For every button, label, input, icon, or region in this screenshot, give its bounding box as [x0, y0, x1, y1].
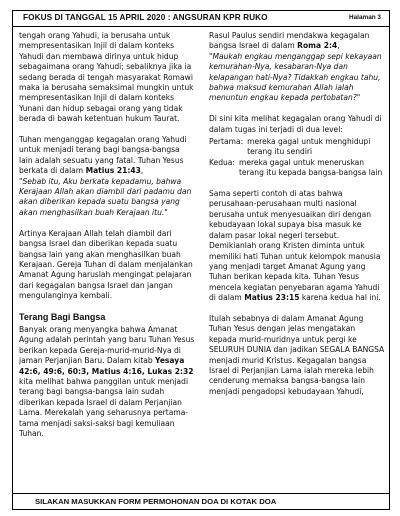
- right-column: [209, 31, 385, 408]
- page-header: [13, 11, 389, 27]
- scripture-quote: "Maukah engkau menganggap sepi kekayaan kemurahan-Nya, kesabaran-Nya dan kelapangan hati-Nya? Tidakkah engkau tahu, bahwa maksud kemurahan Allah ialah menuntun engkau kepada pertobatan?": [209, 51, 382, 103]
- left-column: [19, 31, 195, 450]
- paragraph: [209, 31, 385, 52]
- section-heading: Terang Bagi Bangsa: [19, 311, 106, 322]
- scripture-reference: Matius 21:43: [85, 166, 141, 176]
- paragraph: tengah orang Yahudi, ia berusaha untuk mempresentasikan Injil di dalam konteks Yahudi dan membawa dirinya untuk hidup sebagaimana orang Yahudi; sebaliknya jika ia sedang berada di tengah masyarakat Romawi maka ia berusaha semaksimal mungkin untuk mempresentasikan Injil di dalam konteks Yunani dan hidup sebagai orang yang tidak berada di bawah ketentuan hukum Taurat.: [19, 31, 194, 124]
- paragraph-text: karena kedua hal ini.: [299, 293, 381, 303]
- newsletter-page: [12, 10, 390, 510]
- scripture-reference: Matius 23:15: [244, 293, 300, 303]
- header-title: FOKUS DI TANGGAL 15 APRIL 2020 : ANGSURAN KPR RUKO: [23, 13, 268, 22]
- paragraph-text: Banyak orang menyangka bahwa Amanat Agung adalah perintah yang baru Tuhan Yesus berikan kepada Gereja-murid-murid-Nya di jaman Perjanjian Baru. Dalam kitab: [19, 324, 195, 366]
- paragraph-text: kita melihat bahwa panggilan untuk menjadi terang bagi bangsa-bangsa lain sudah diberikan kepada Israel di dalam Perjanjian Lama. Merekalah yang seharusnya pertama-tama menjadi saksi-saksi bagi kemuliaan Tuhan.: [19, 376, 189, 438]
- paragraph: Artinya Kerajaan Allah telah diambil dari bangsa Israel dan diberikan kepada suatu bangsa lain yang akan menghasilkan buah Kerajaan. Gereja Tuhan di dalam menjalankan Amanat Agung haruslah mengingat pelajaran dari kegagalan bangsa Israel dan jangan mengulanginya kembali.: [19, 228, 193, 301]
- footer-notice: SILAKAN MASUKKAN FORM PERMOHONAN DOA DI KOTAK DOA: [35, 497, 277, 506]
- paragraph: [19, 325, 195, 439]
- paragraph: [19, 135, 195, 177]
- list-item-label: Pertama:: [209, 137, 244, 147]
- paragraph: Itulah sebabnya di dalam Amanat Agung Tuhan Yesus dengan jelas mengatakan kepada murid-muridnya untuk pergi ke SELURUH DUNIA dan jadikan SEGALA BANGSA menjadi murid Kristus. Kegagalan bangsa Israel di Perjanjian Lama ialah mereka lebih cenderung memaksa bangsa-bangsa lain menjadi pengadopsi kebudayaan Yahudi,: [209, 313, 385, 396]
- paragraph-text: ,: [140, 166, 144, 176]
- page-footer: [13, 493, 389, 509]
- list-item-text: mereka gagal untuk meneruskan terang itu kepada bangsa-bangsa lain: [238, 157, 383, 178]
- paragraph-text: ,: [337, 41, 340, 51]
- level-list: [209, 137, 385, 179]
- list-item: [209, 137, 385, 158]
- page-number: Halaman 3: [349, 14, 381, 21]
- paragraph: [209, 189, 385, 303]
- paragraph-text: Rasul Paulus sendiri mendakwa kegagalan bangsa Israel di dalam: [209, 31, 370, 51]
- paragraph-text: Sama seperti contoh di atas bahwa perusahaan-perusahaan multi nasional berusaha untuk menyesuaikan diri dengan kebudayaan lokal supaya bisa masuk ke dalam pasar lokal negeri tersebut. Demikianlah orang Kristen diminta untuk memiliki hati Tuhan untuk kelompok manusia yang menjadi target Amanat Agung yang Tuhan berikan kepada kita. Tuhan Yesus mencela kegiatan penyebaran agama Yahudi di dalam: [209, 189, 381, 303]
- list-item-label: Kedua:: [209, 157, 235, 167]
- scripture-reference: Yesaya 42:6, 49:6, 60:3, Matius 4:16, Lukas 2:32: [19, 356, 194, 376]
- scripture-quote: "Sebab itu, Aku berkata kepadamu, bahwa Kerajaan Allah akan diambil dari padamu dan akan diberikan kepada suatu bangsa yang akan menghasilkan buah Kerajaan itu.": [19, 176, 192, 217]
- paragraph: Di sini kita melihat kegagalan orang Yahudi di dalam tugas ini terjadi di dua level:: [209, 114, 382, 134]
- paragraph-text: Tuhan menganggap kegagalan orang Yahudi untuk menjadi terang bagi bangsa-bangsa lain adalah sesuatu yang fatal. Tuhan Yesus berkata di dalam: [19, 135, 187, 176]
- list-item-text: mereka gagal untuk menghidupi terang itu sendiri: [247, 137, 371, 157]
- scripture-reference: Roma 2:4: [297, 41, 338, 51]
- list-item: [209, 158, 385, 179]
